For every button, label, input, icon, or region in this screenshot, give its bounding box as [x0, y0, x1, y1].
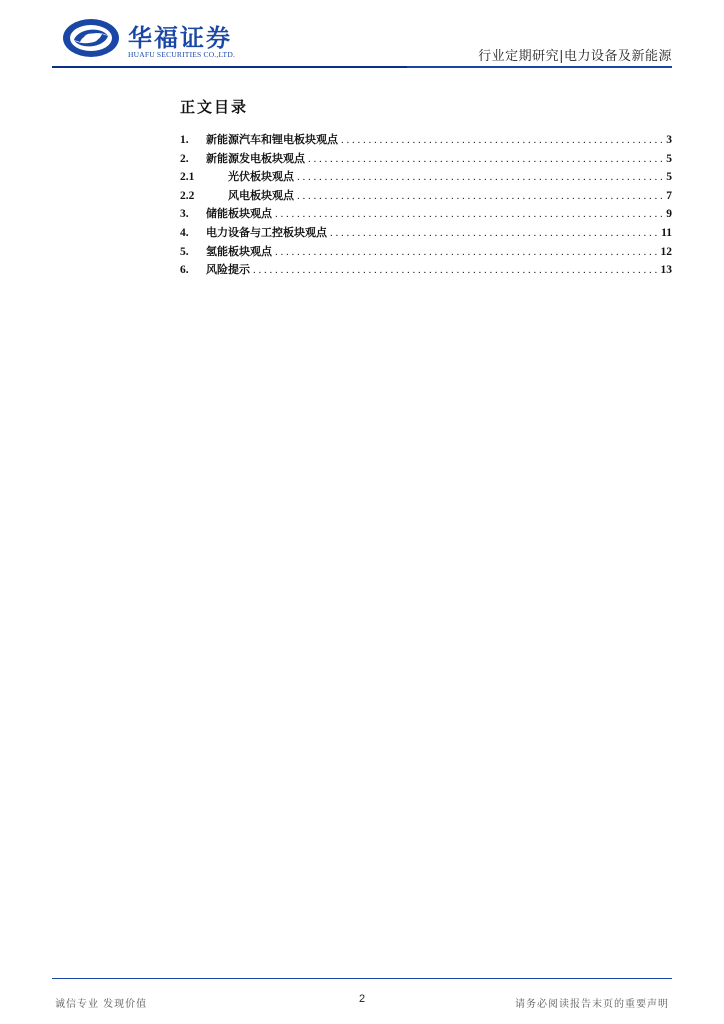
footer-disclaimer: 请务必阅读报告末页的重要声明 — [515, 999, 669, 1010]
toc-leader-dots — [341, 134, 663, 146]
toc-leader-dots — [253, 264, 658, 276]
toc-entry-text: 氢能板块观点 — [206, 244, 272, 258]
page-number: 2 — [358, 993, 366, 1005]
toc-entry-number: 1. — [180, 134, 189, 146]
toc-leader-dots — [275, 246, 658, 258]
toc-entry-number: 5. — [180, 245, 189, 258]
toc-entry-text: 光伏板块观点 — [228, 170, 294, 184]
table-of-contents — [180, 96, 672, 280]
toc-entry-page: 5 — [666, 152, 672, 165]
toc-entry-text: 储能板块观点 — [206, 207, 272, 221]
toc-leader-dots — [308, 153, 663, 165]
company-logo — [62, 16, 262, 64]
toc-leader-dots — [297, 171, 663, 183]
toc-entry-number: 2.2 — [180, 189, 195, 202]
toc-subentry[interactable] — [180, 187, 672, 206]
toc-entry-text: 新能源汽车和锂电板块观点 — [206, 133, 338, 146]
toc-leader-dots — [330, 227, 658, 239]
huafu-logo-icon — [62, 18, 120, 58]
logo-chinese-name: 华福证券 — [128, 24, 232, 52]
toc-entry[interactable] — [180, 261, 672, 280]
toc-entry-page: 9 — [666, 208, 672, 221]
toc-entry-number: 6. — [180, 264, 189, 277]
toc-entry[interactable] — [180, 224, 672, 243]
header-divider-accent — [52, 66, 407, 68]
toc-entry[interactable] — [180, 205, 672, 224]
toc-entry[interactable] — [180, 131, 672, 150]
toc-entry-page: 12 — [660, 245, 672, 258]
toc-entry-text: 电力设备与工控板块观点 — [206, 225, 327, 239]
toc-entry-number: 4. — [180, 226, 189, 239]
toc-entry-number: 2.1 — [180, 171, 195, 184]
toc-entry[interactable] — [180, 150, 672, 169]
toc-leader-dots — [297, 190, 663, 202]
toc-entry-page: 3 — [666, 134, 672, 146]
toc-entry-text: 风电板块观点 — [228, 188, 294, 202]
toc-entry-page: 13 — [660, 264, 672, 277]
toc-leader-dots — [275, 208, 663, 220]
toc-entry-number: 3. — [180, 208, 189, 221]
footer-slogan: 诚信专业 发现价值 — [55, 999, 148, 1010]
toc-entry-page: 11 — [661, 226, 672, 239]
toc-entry-text: 风险提示 — [206, 263, 250, 277]
footer-divider — [52, 978, 672, 979]
toc-entry-page: 7 — [666, 189, 672, 202]
toc-entry-page: 5 — [666, 171, 672, 184]
report-type-label: 行业定期研究|电力设备及新能源 — [478, 49, 672, 64]
toc-entry-number: 2. — [180, 152, 189, 165]
toc-entry[interactable] — [180, 243, 672, 262]
toc-subentry[interactable] — [180, 168, 672, 187]
toc-title: 正文目录 — [180, 98, 249, 116]
logo-english-name: HUAFU SECURITIES CO.,LTD. — [128, 50, 236, 59]
toc-entry-text: 新能源发电板块观点 — [206, 151, 305, 165]
